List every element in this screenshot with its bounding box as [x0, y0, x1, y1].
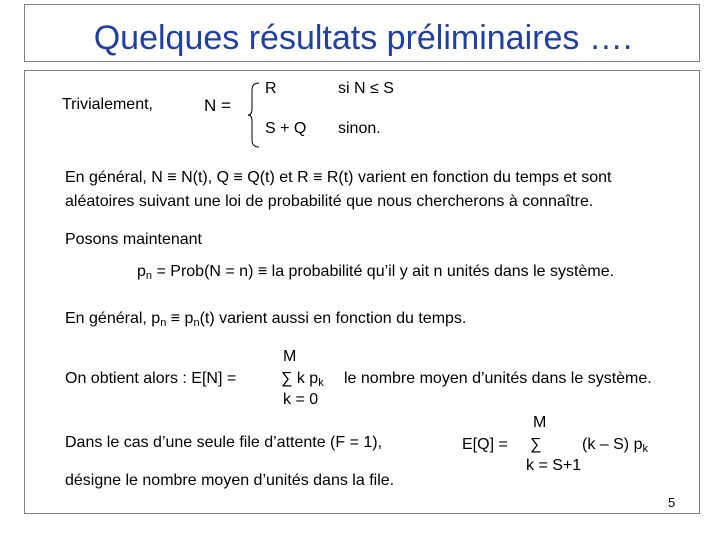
queue-line-1: Dans le cas d’une seule file d’attente (F = 1),: [65, 434, 383, 451]
case1-condition: si N ≤ S: [338, 80, 394, 97]
p-symbol: p: [137, 263, 146, 280]
case2-value: S + Q: [265, 120, 307, 137]
general-line-1: En général, N ≡ N(t), Q ≡ Q(t) et R ≡ R(t) varient en fonction du temps et sont: [65, 169, 612, 186]
sum-upper-bound: M: [283, 348, 297, 365]
title-frame: [24, 4, 700, 62]
gen2-post: (t) varient aussi en fonction du temps.: [199, 310, 467, 327]
posons-definition: [137, 263, 614, 282]
expectation-label: On obtient alors : E[N] =: [65, 370, 237, 387]
slide-title: Quelques résultats préliminaires ….: [93, 19, 633, 57]
sum-lower-bound: k = 0: [283, 391, 319, 408]
case1-value: R: [265, 80, 277, 97]
sum-term: ∑ k p: [281, 370, 319, 387]
queue-lhs: E[Q] =: [462, 436, 508, 453]
queue-term: [582, 436, 648, 455]
gen2-mid: ≡ p: [166, 310, 194, 327]
expectation-description: le nombre moyen d’unités dans le système.: [344, 370, 652, 387]
gen2-pre: En général, p: [65, 310, 161, 327]
queue-sum-upper: M: [533, 414, 547, 431]
posons-rest: = Prob(N = n) ≡ la probabilité qu’il y ait n unités dans le système.: [152, 263, 615, 280]
p-subscript: n: [145, 270, 153, 282]
expectation-sum: [281, 370, 324, 389]
sum-subscript: k: [318, 377, 324, 389]
general-time-line: [65, 310, 466, 329]
queue-term-text: (k – S) p: [582, 436, 643, 453]
left-brace-icon: [247, 82, 261, 148]
page-number: 5: [668, 495, 676, 510]
trivial-lhs: N =: [204, 96, 231, 115]
trivial-label: Trivialement,: [62, 96, 153, 113]
general-line-2: aléatoires suivant une loi de probabilité que nous chercherons à connaître.: [65, 193, 594, 210]
gen2-sub1: n: [160, 317, 167, 329]
general-paragraph: [65, 166, 611, 214]
queue-sigma: ∑: [530, 436, 542, 453]
queue-sum-lower: k = S+1: [526, 457, 582, 474]
case2-condition: sinon.: [338, 120, 381, 137]
posons-intro: Posons maintenant: [65, 231, 202, 248]
queue-line-2: désigne le nombre moyen d’unités dans la file.: [65, 472, 395, 489]
gen2-sub2: n: [193, 317, 200, 329]
queue-term-subscript: k: [642, 443, 648, 455]
